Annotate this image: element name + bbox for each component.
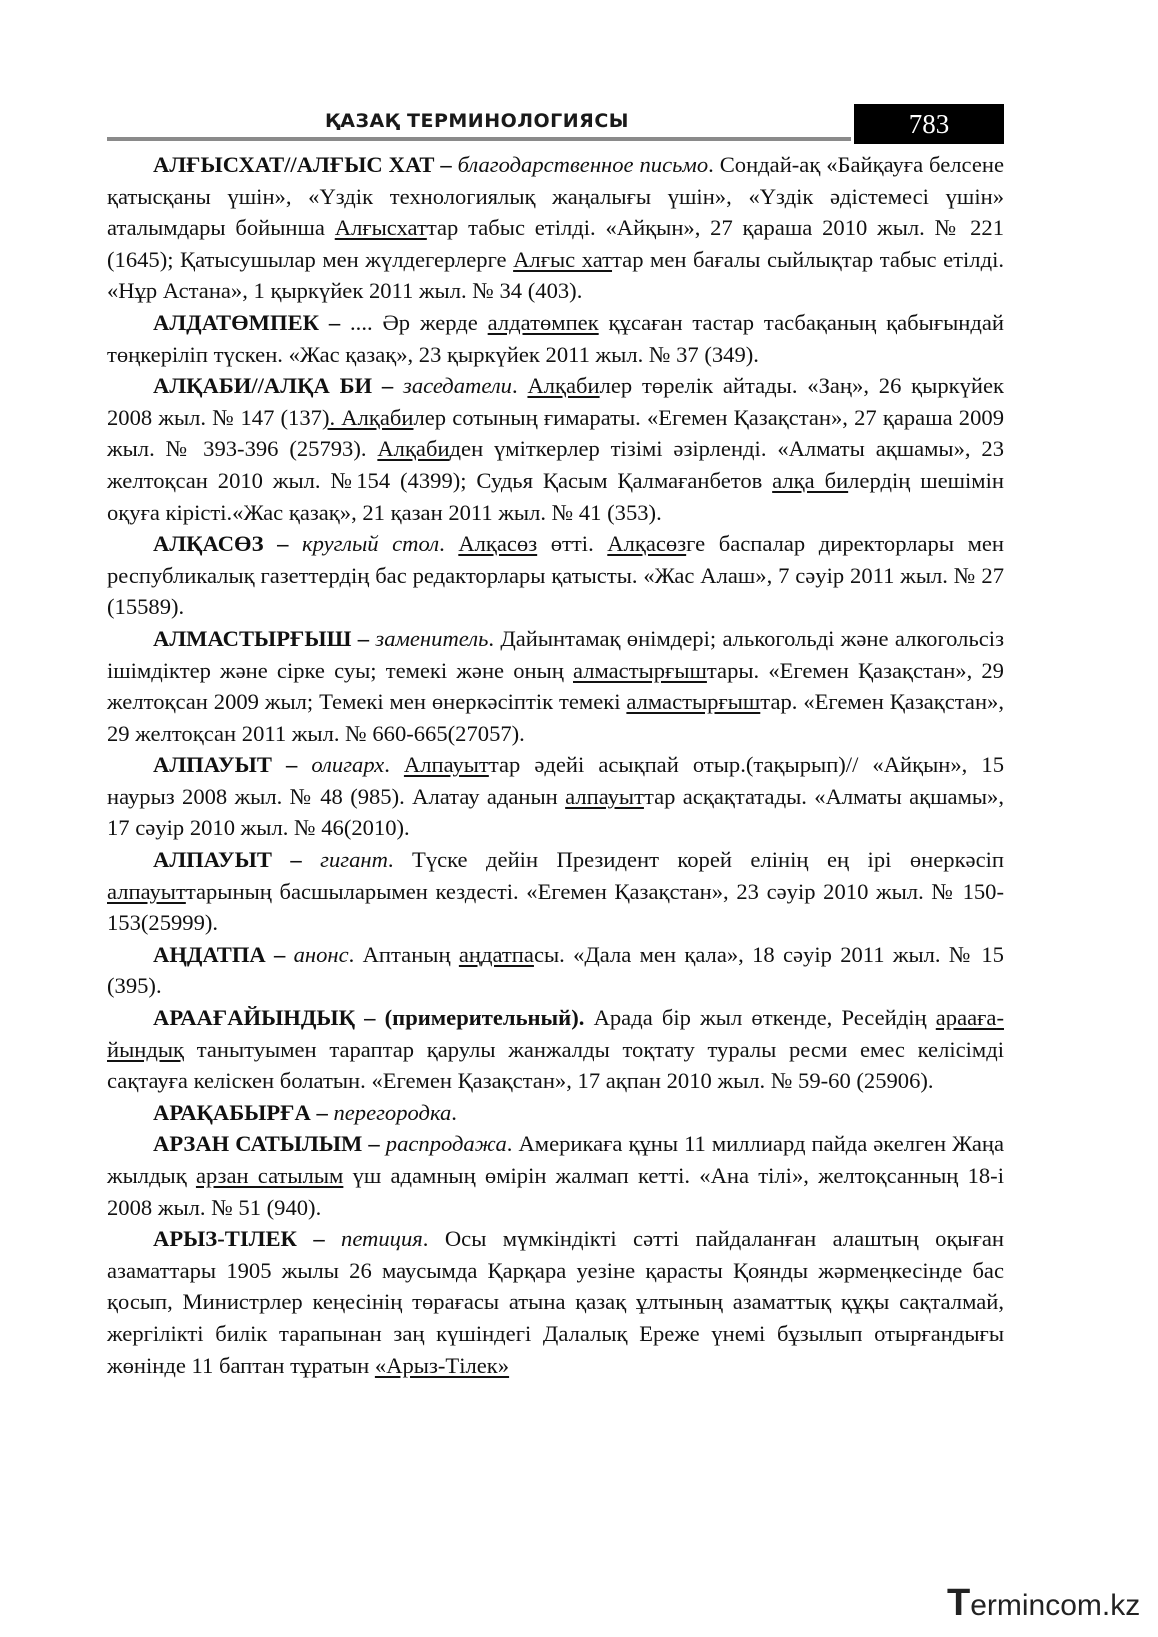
dictionary-entry: [107, 623, 1004, 749]
entry-text: лердің шешімін оқуға кірісті.«Жас қазақ», 21 қазан 2011 жыл. № 41 (353).: [107, 467, 1004, 525]
dictionary-entry: [107, 1002, 1004, 1097]
entry-term-usage: алдатөмпек: [487, 309, 599, 335]
entry-term-usage: араағайындық: [107, 1005, 1004, 1062]
entry-term-usage: алпауыт: [107, 878, 186, 904]
entry-headword: АРААҒАЙЫНДЫҚ – (примерительный).: [153, 1005, 594, 1031]
dictionary-entries: [107, 149, 1004, 1381]
entry-text: ден үміткерлер тізімі әзірленді. «Алматы ақшамы», 23 желтоқсан 2010 жыл. №154 (4399); Судья Қасым Қалмағанбетов: [107, 436, 1004, 493]
entry-headword: АЛМАСТЫРҒЫШ –: [153, 625, 376, 651]
entry-headword: АЛДАТӨМПЕК –: [153, 309, 351, 335]
entry-text: Арада бір жыл өткенде, Ресейдің: [593, 1005, 936, 1031]
entry-text: . Түске дейін Президент корей елінің ең ірі өнеркәсіп: [387, 847, 1004, 873]
entry-text: .: [451, 1099, 457, 1125]
entry-headword: АРАҚАБЫРҒА –: [153, 1099, 334, 1125]
entry-term-usage: «Арыз-Тілек»: [374, 1352, 510, 1378]
dictionary-entry: [107, 1223, 1004, 1381]
entry-text: тар мен бағалы сыйлықтар табыс етілді. «Нұр Астана», 1 қыркүйек 2011 жыл. № 34 (403).: [107, 246, 1004, 304]
entry-term-usage: ). Алқаби: [321, 404, 414, 430]
entry-term-usage: Алқасөз: [607, 531, 687, 557]
entry-text: .: [439, 531, 459, 557]
entry-text: тар асқақтатады. «Алматы ақшамы», 17 сәуір 2010 жыл. № 46(2010).: [107, 783, 1005, 841]
entry-translation: благодарственное письмо: [457, 152, 709, 177]
entry-term-usage: Алқаби: [377, 436, 450, 462]
entry-text: өтті.: [537, 531, 608, 557]
dictionary-entry: [107, 149, 1004, 307]
entry-text: ге баспалар директорлары мен республикалық газеттердің бас редакторлары қатысты. «Жас Алаш», 7 сәуір 2011 жыл. № 27 (15589).: [107, 531, 1005, 620]
dictionary-entry: [107, 370, 1004, 528]
entry-translation: петиция: [341, 1226, 423, 1252]
entry-term-usage: алқа би: [772, 467, 849, 493]
entry-text: . Аптаның: [348, 941, 459, 967]
entry-term-usage: алмастырғыш: [573, 657, 707, 683]
running-header-title: ҚАЗАҚ ТЕРМИНОЛОГИЯСЫ: [325, 110, 629, 132]
entry-text: . Сондай-ақ «Байқауға белсене қатысқаны үшін», «Үздік технологиялық жаңалығы үшін», «Үздік әдістемесі үшін» аталымдары бойынша: [107, 152, 1004, 241]
header-rule: [107, 137, 851, 141]
terminkom-logo[interactable]: [947, 1583, 1140, 1623]
entry-translation: заменитель: [375, 625, 489, 651]
entry-text: танытуымен тараптар қарулы жанжалды тоқтату туралы ресми емес келісімді сақтауға келіскен болатын. «Егемен Қазақстан», 17 ақпан 2010 жыл. № 59-60 (25906).: [107, 1036, 1004, 1094]
entry-term-usage: алпауыт: [565, 783, 644, 809]
entry-headword: АЛПАУЫТ –: [153, 752, 312, 778]
entry-text: лер сотының ғимараты. «Егемен Қазақстан», 27 қараша 2009 жыл. № 393-396 (25793).: [107, 404, 1004, 462]
dictionary-entry: [107, 1097, 1004, 1129]
entry-text: тар табыс етілді. «Айқын», 27 қараша 2010 жыл. № 221 (1645); Қатысушылар мен жүлдегерлерге: [107, 215, 1004, 272]
entry-headword: АЛҚАСӨЗ –: [153, 531, 302, 557]
entry-text: . Осы мүмкіндікті сәтті пайдаланған алаштың оқыған азаматтары 1905 жылы 26 маусымда Қарқара уезіне қарасты Қоянды жәрмеңкесінде бас қосып, Министрлер кеңесінің төрағасы атына қазақ ұлтының азаматтық құқы сақталмай, жергілікті билік тарапынан заң күшіндегі Далалық Ереже үнемі бұзылып отырғандығы жөнінде 11 баптан тұратын: [107, 1226, 1004, 1378]
entry-text: сы. «Дала мен қала», 18 сәуір 2011 жыл. № 15 (395).: [107, 941, 1004, 999]
entry-term-usage: арзан сатылым: [195, 1163, 344, 1188]
entry-text: үш адамның өмірін жалмап кетті. «Ана тілі», желтоқсанның 18-і 2008 жыл. № 51 (940).: [107, 1163, 1004, 1220]
entry-headword: АҢДАТПА –: [153, 941, 294, 967]
entry-text: құсаған тастар тасбақаның қабығындай төңкеріліп түскен. «Жас қазақ», 23 қыркүйек 2011 жыл. № 37 (349).: [107, 309, 1004, 367]
entry-translation: заседатели: [403, 373, 512, 399]
dictionary-entry: [107, 528, 1004, 623]
entry-term-usage: Алпауыт: [403, 752, 489, 778]
entry-text: .... Әр жерде: [350, 309, 488, 335]
entry-term-usage: Алқаби: [527, 373, 600, 399]
entry-text: .: [511, 373, 528, 399]
entry-translation: перегородка: [333, 1099, 452, 1125]
entry-term-usage: Алқасөз: [458, 531, 538, 557]
entry-text: . Дайынтамақ өнімдері; алькогольді және алкогольсіз ішімдіктер және сірке суы; темекі және оның: [107, 625, 1004, 683]
entry-headword: АЛПАУЫТ –: [153, 847, 321, 873]
entry-text: . Америкаға құны 11 миллиард пайда әкелген Жаңа жылдық: [107, 1131, 1004, 1188]
entry-text: лер төрелік айтады. «Заң», 26 қыркүйек 2008 жыл. № 147 (137: [107, 373, 1005, 430]
entry-term-usage: Алғыс хат: [513, 246, 613, 272]
page-number: 783: [854, 104, 1004, 144]
entry-text: тар әдейі асықпай отыр.(тақырып)// «Айқын», 15 наурыз 2008 жыл. № 48 (985). Алатау аданын: [107, 752, 1004, 809]
entry-term-usage: алмастырғыш: [626, 689, 761, 715]
dictionary-entry: [107, 749, 1004, 844]
entry-term-usage: аңдатпа: [458, 941, 534, 967]
entry-translation: олигарх: [311, 752, 385, 778]
entry-text: тарының басшыларымен кездесті. «Егемен Қазақстан», 23 сәуір 2010 жыл. № 150-153(25999).: [107, 878, 1004, 936]
entry-headword: АЛҒЫСХАТ//АЛҒЫС ХАТ –: [153, 152, 458, 177]
entry-translation: круглый стол: [302, 531, 440, 557]
dictionary-entry: [107, 844, 1004, 939]
entry-headword: АРЫЗ-ТІЛЕК –: [153, 1226, 342, 1252]
dictionary-entry: [107, 307, 1004, 370]
entry-headword: АЛҚАБИ//АЛҚА БИ –: [153, 373, 403, 399]
entry-translation: распродажа: [385, 1131, 507, 1157]
entry-text: .: [384, 752, 404, 778]
entry-text: тары. «Егемен Қазақстан», 29 желтоқсан 2009 жыл; Темекі мен өнеркәсіптік темекі: [107, 657, 1004, 715]
logo-text: ermincom.kz: [970, 1589, 1141, 1622]
entry-translation: гигант: [320, 847, 388, 873]
entry-translation: анонс: [293, 941, 349, 967]
logo-initial: T: [947, 1582, 971, 1624]
dictionary-entry: [107, 1128, 1004, 1223]
dictionary-entry: [107, 939, 1004, 1002]
entry-text: тар. «Егемен Қазақстан», 29 желтоқсан 2011 жыл. № 660-665(27057).: [107, 689, 1004, 746]
entry-headword: АРЗАН САТЫЛЫМ –: [153, 1131, 386, 1157]
entry-term-usage: Алғысхат: [334, 215, 427, 241]
